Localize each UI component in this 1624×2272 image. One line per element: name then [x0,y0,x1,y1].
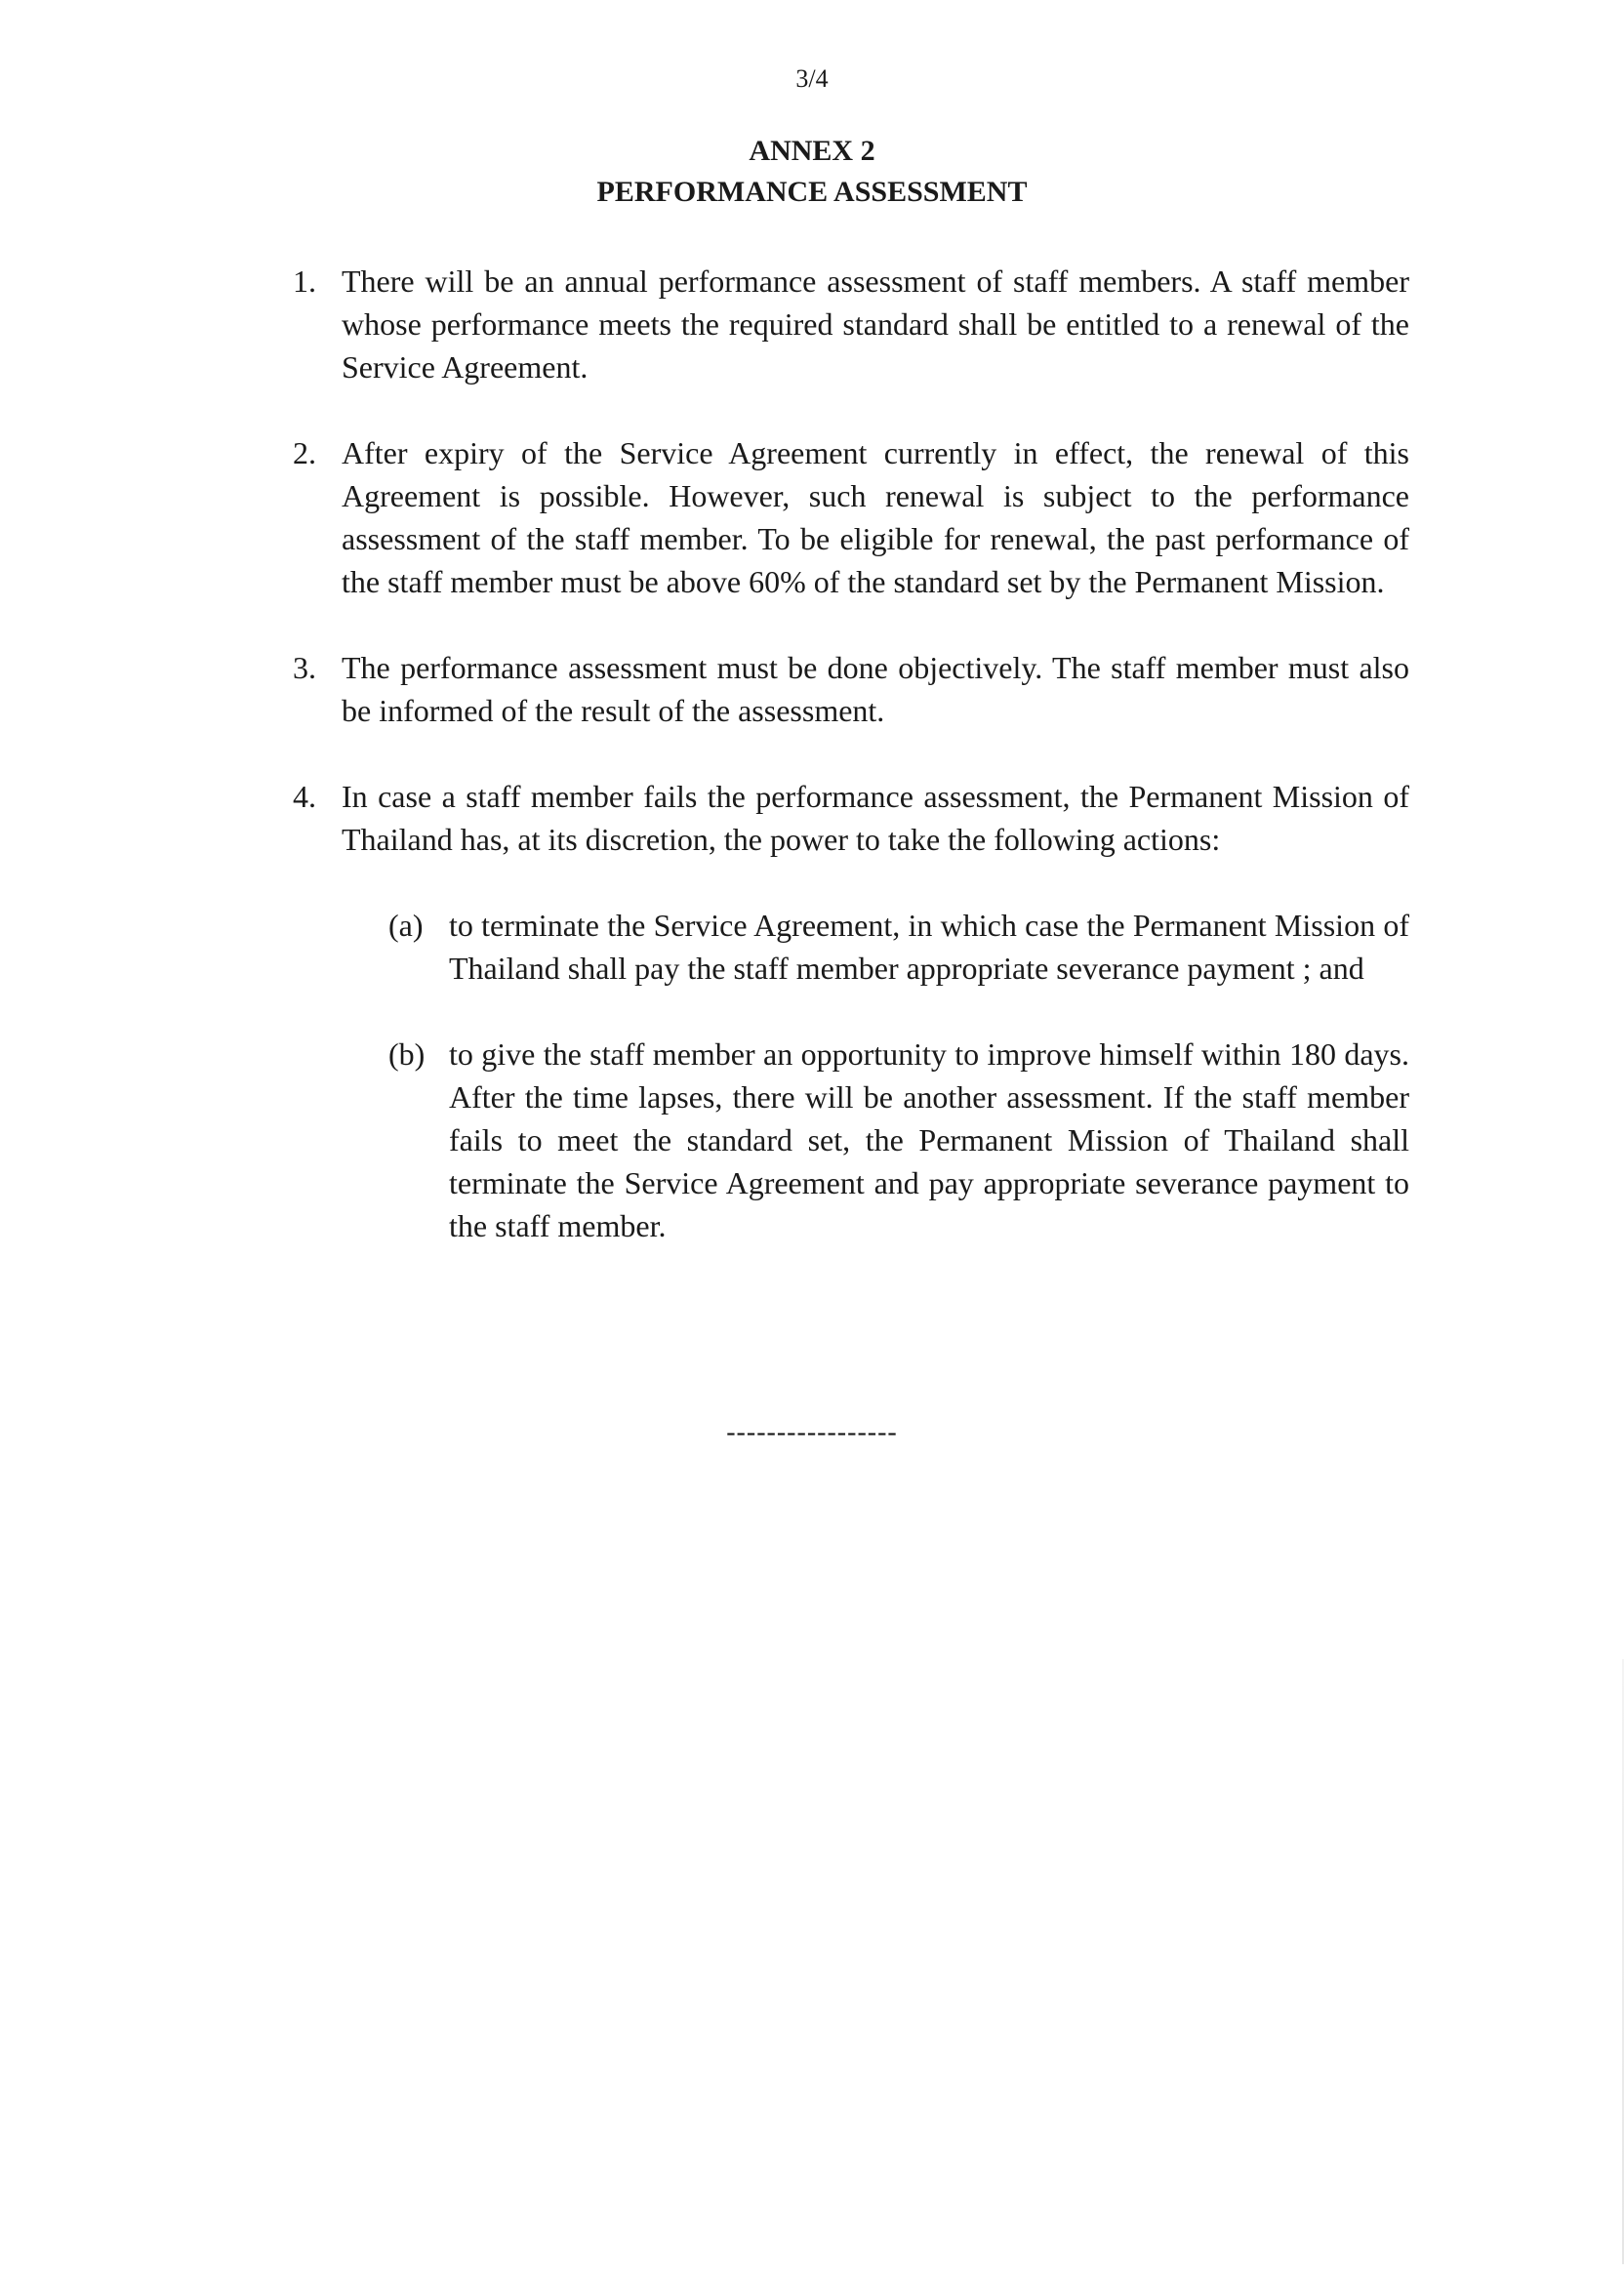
item-text: In case a staff member fails the performance assessment, the Permanent Mission of Thailand has, at its discretion, the power to take the following actions: [342,779,1409,857]
item-text: There will be an annual performance assessment of staff members. A staff member whose performance meets the required standard shall be entitled to a renewal of the Service Agreement. [342,264,1409,385]
annex-heading [0,131,1624,213]
sub-item-text: to terminate the Service Agreement, in which case the Permanent Mission of Thailand shall pay the staff member appropriate severance payment ; and [449,908,1409,986]
list-item [293,775,1409,1247]
item-text: The performance assessment must be done objectively. The staff member must also be informed of the result of the assessment. [342,650,1409,728]
assessment-list [293,260,1409,1290]
item-number: 1. [293,264,316,299]
sub-list-item [388,1033,1409,1247]
sub-list-item [388,904,1409,990]
list-item [293,431,1409,603]
end-divider: ----------------- [726,1417,898,1447]
sub-item-label: (a) [388,908,424,943]
list-item [293,260,1409,388]
annex-title: ANNEX 2 [749,135,875,167]
item-number: 2. [293,435,316,470]
sub-item-list [388,904,1409,1247]
item-number: 3. [293,650,316,685]
sub-item-text: to give the staff member an opportunity to improve himself within 180 days. After the time lapses, there will be another assessment. If the staff member fails to meet the standard set, the Permanent Mission of Thailand shall terminate the Service Agreement and pay appropriate severance payment to the staff member. [449,1036,1409,1243]
sub-item-label: (b) [388,1036,426,1072]
list-item [293,646,1409,732]
item-number: 4. [293,779,316,814]
annex-subtitle: PERFORMANCE ASSESSMENT [596,176,1028,208]
page-number: 3/4 [795,64,829,93]
item-text: After expiry of the Service Agreement currently in effect, the renewal of this Agreement is possible. However, such renewal is subject to the performance assessment of the staff member. To be eligible for renewal, the past performance of the staff member must be above 60% of the standard set by the Permanent Mission. [342,435,1409,599]
